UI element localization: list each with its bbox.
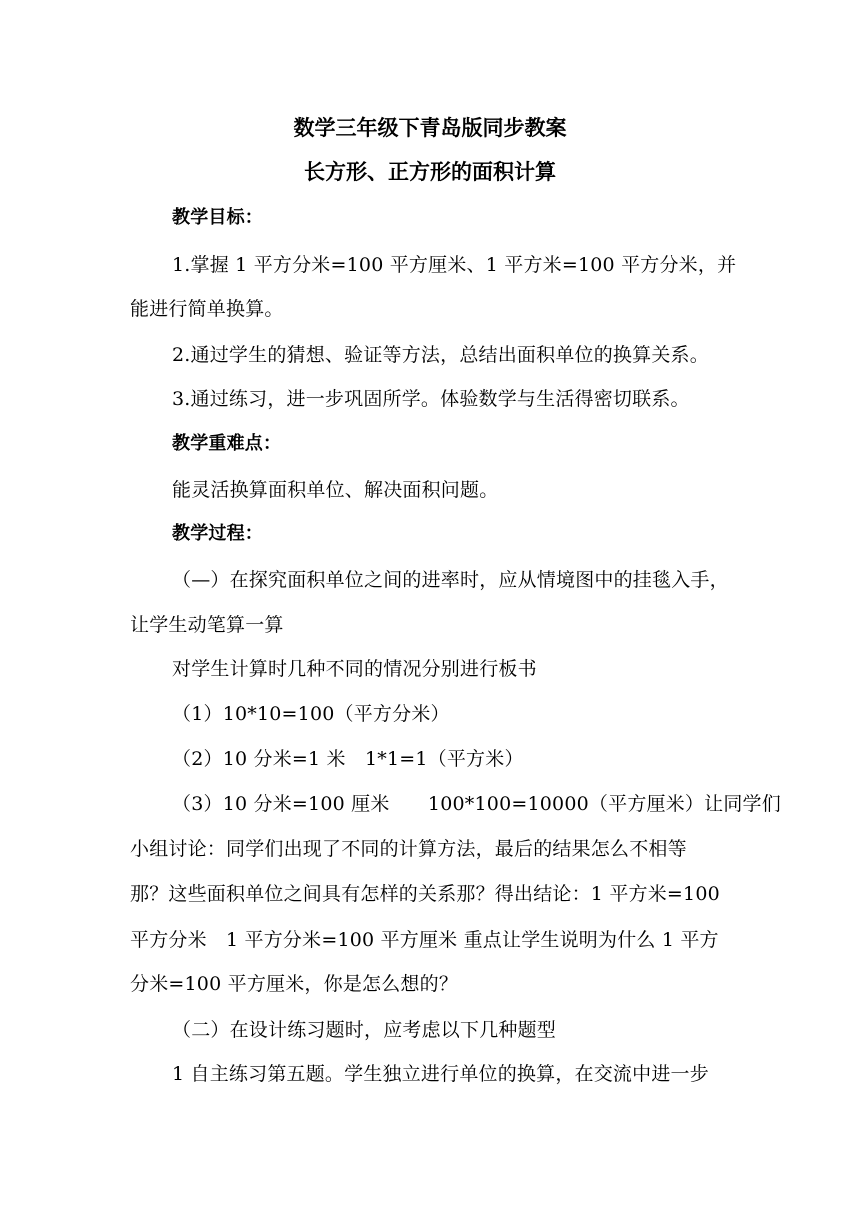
case-3-line3: 那？这些面积单位之间具有怎样的关系那？得出结论：1 平方米=100 [130,883,720,905]
process-1-line1: （—）在探究面积单位之间的进率时，应从情境图中的挂毯入手， [172,569,729,591]
case-1: （1）10*10=100（平方分米） [172,703,450,725]
key-points-heading: 教学重难点： [172,433,282,454]
document-subtitle: 长方形、正方形的面积计算 [304,160,556,184]
process-1-line2: 让学生动笔算一算 [130,614,284,636]
document-title: 数学三年级下青岛版同步教案 [293,116,567,140]
case-3-line5: 分米=100 平方厘米，你是怎么想的？ [130,973,459,995]
process-2: （二）在设计练习题时，应考虑以下几种题型 [172,1019,557,1041]
exercise-1: 1 自主练习第五题。学生独立进行单位的换算，在交流中进一步 [172,1063,709,1085]
objective-1-line1: 1.掌握 1 平方分米=100 平方厘米、1 平方米=100 平方分米，并 [172,254,737,276]
objective-3: 3.通过练习，进一步巩固所学。体验数学与生活得密切联系。 [172,388,690,410]
process-board: 对学生计算时几种不同的情况分别进行板书 [172,658,537,680]
case-3-line2: 小组讨论：同学们出现了不同的计算方法，最后的结果怎么不相等 [130,838,687,860]
key-points-text: 能灵活换算面积单位、解决面积问题。 [172,479,499,501]
case-2: （2）10 分米=1 米 1*1=1（平方米） [172,748,524,770]
objective-1-line2: 能进行简单换算。 [130,298,284,320]
case-3-line4: 平方分米 1 平方分米=100 平方厘米 重点让学生说明为什么 1 平方 [130,929,719,951]
objective-2: 2.通过学生的猜想、验证等方法，总结出面积单位的换算关系。 [172,344,709,366]
objectives-heading: 教学目标： [172,207,263,228]
process-heading: 教学过程： [172,523,263,544]
case-3-line1: （3）10 分米=100 厘米 100*100=10000（平方厘米）让同学们 [172,793,781,815]
